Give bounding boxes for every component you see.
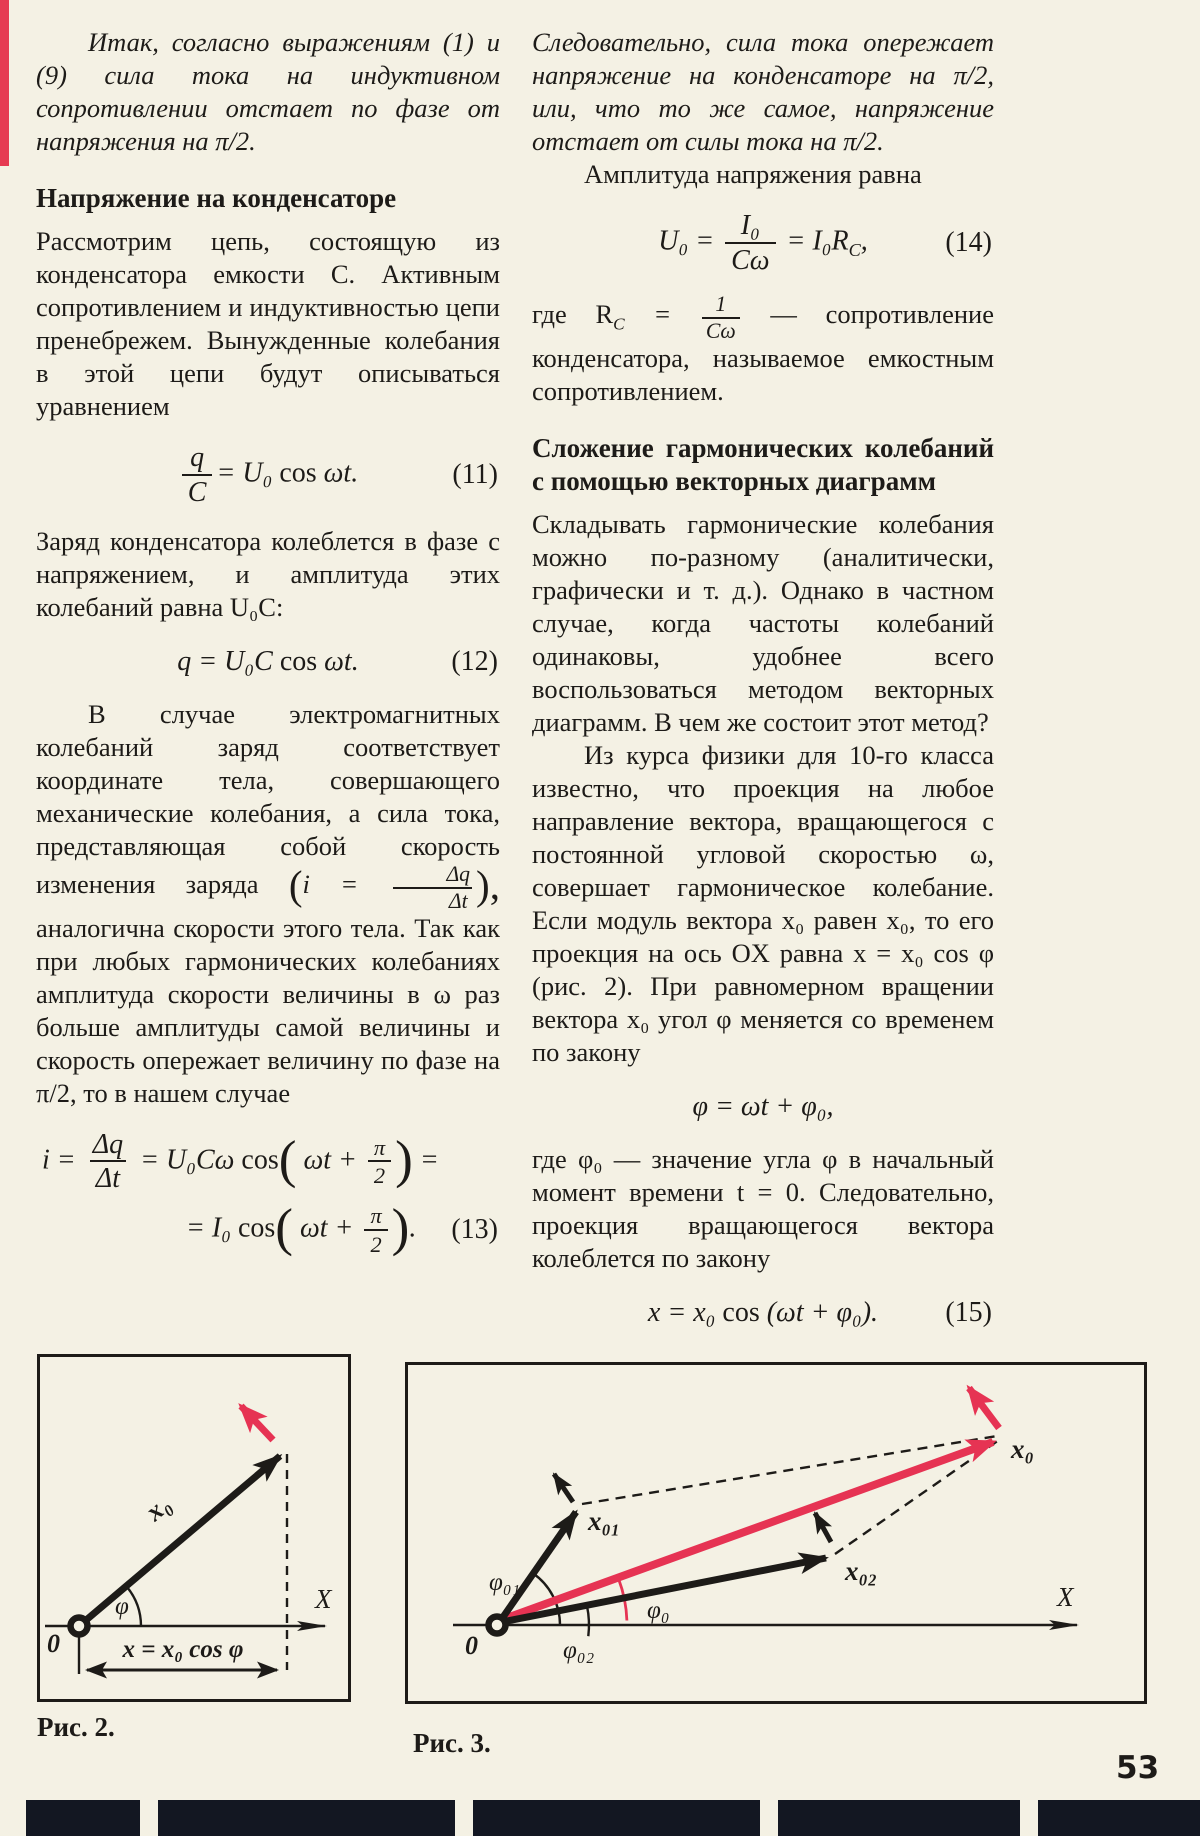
paragraph: Амплитуда напряжения равна [584,159,922,189]
vector-x0-label: x₀ [139,1488,177,1527]
page-number: 53 [1116,1750,1160,1786]
figure-3-caption: Рис. 3. [413,1728,491,1758]
paragraph: Из курса физики для 10-го класса известно, что проекция на любое направление вектора, вращающегося с постоянной угловой скоростью ω, совершает гармоническое колебание. Если модуль вектора x₀ равен x₀, то его проекция на ось OX равна x = x₀ cos φ (рис. 2). При равномерном вращении вектора x₀ угол φ меняется со временем по закону [532,739,994,1067]
parallelogram-dashed-side-2 [835,1440,999,1554]
page-edge-red-strip [0,0,9,166]
band-gap [140,1800,158,1836]
inline-fraction: $\frac{1}{C\omega}$ [702,293,740,341]
equation-13: i = $\frac{\Delta q}{\Delta t}$ = U₀Cω cos( ωt + $\frac{\pi}{2}$ ) = = I₀ cos( ωt + $\frac{\pi}{2}$ ). (13) [42,1128,498,1258]
angle-arc-phi02 [587,1606,589,1636]
x-axis-label: X [1057,1582,1074,1612]
angle-label-phi01: φ₀₁ [489,1569,521,1596]
equation-number: (13) [451,1214,498,1246]
equation-14: U₀ = $\frac{\text{I₀}}{C\omega}$ = $I_0R_C$, (14) [658,210,992,276]
projection-label: x = x₀ cos φ [122,1636,244,1663]
rotation-arrow-x02 [815,1513,831,1542]
origin-point [71,1618,88,1635]
equation-number: (14) [945,227,992,259]
parallelogram-dashed-side-1 [582,1436,997,1504]
equation-phi: φ = ωt + φ₀, [692,1090,834,1122]
equation-number: (12) [451,646,498,678]
equation-11: $\frac{q}{C}$ = U₀ cos ωt. (11) [36,443,500,507]
fraction: $\frac{q}{C}$ [182,443,213,507]
figure-frame [407,1364,1146,1703]
vector-x0-sum [501,1442,993,1620]
fraction: $\frac{\pi}{2}$ [368,1136,391,1189]
equation-15: x = x₀ cos (ωt + φ₀). (15) [532,1295,994,1331]
origin-point [489,1617,506,1634]
x-axis-label: X [315,1584,332,1614]
intro-paragraph: Следовательно, сила тока опережает напряжение на конденсаторе на π/2, или, что то же самое, напряжение отстает от силы тока на π/2. [532,27,994,156]
inline-fraction: $\frac{\Delta q}{\Delta t}$ [390,863,474,911]
paragraph: Рассмотрим цепь, состоящую из конденсатора емкости C. Активным сопротивлением и индуктивностью цепи пренебрежем. Вынужденные колебания в этой цепи будут описываться уравнением [36,226,500,421]
rotation-arrow-x01 [554,1474,573,1502]
vector-x02-label: x₀₂ [845,1556,878,1586]
rotation-arrow-sum [969,1388,999,1428]
vector-x01-label: x₀₁ [588,1506,621,1536]
paragraph: Складывать гармонические колебания можно по-разному (аналитически, графически и т. д.). Однако в частном случае, когда частоты колебаний одинаковы, удобнее всего воспользоваться методом векторных диаграмм. В чем же состоит этот метод? [532,508,994,737]
fraction: $\frac{\Delta q}{\Delta t}$ [87,1130,129,1194]
band-gap [1020,1800,1038,1836]
vector-x0-label: x₀ [1011,1434,1034,1464]
origin-label: 0 [465,1631,478,1660]
rotation-direction-arrow [241,1406,273,1440]
equation-number: (11) [452,459,498,491]
band-gap [455,1800,473,1836]
angle-label-phi02: φ₀₂ [563,1637,595,1664]
figure-2-diagram [37,1354,351,1702]
fraction: $\frac{\pi}{2}$ [364,1204,387,1257]
section-heading-vector-diagrams: Сложение гармонических колебаний с помощью векторных диаграмм [532,432,994,496]
bottom-page-edge-band [26,1800,1200,1836]
vector-x0 [85,1456,280,1621]
equation-12: q = U₀C cos ωt. (12) [36,644,500,680]
paragraph: Заряд конденсатора колеблется в фазе с напряжением, и амплитуда этих колебаний равна U₀C: [36,526,500,623]
origin-label: 0 [47,1629,60,1658]
angle-label-phi0: φ₀ [647,1597,670,1624]
figure-2-caption: Рис. 2. [37,1712,115,1742]
band-gap [760,1800,778,1836]
right-column [532,26,994,1356]
left-column [36,26,500,1348]
fraction: $\frac{\text{I₀}}{C\omega}$ [725,211,775,275]
section-heading-capacitor: Напряжение на конденсаторе [36,183,397,213]
figure-3-diagram [405,1362,1147,1704]
paragraph: В случае электромагнитных колебаний заряд соответствует координате тела, совершающего механические колебания, а сила тока, представляющая собой скорость изменения заряда (i = $\frac{\Delta q}{\Delta t}$ ), аналогична скорости этого тела. Так как при любых гармонических колебаниях амплитуда скорости величины в ω раз больше амплитуды самой величины и скорость опережает величину по фазе на π/2, то в нашем случае [36,699,500,1108]
paragraph: где φ₀ — значение угла φ в начальный момент времени t = 0. Следовательно, проекция вращающегося вектора колеблется по закону [532,1143,994,1273]
angle-label-phi: φ [115,1593,129,1620]
equation-number: (15) [945,1296,992,1328]
intro-paragraph: Итак, согласно выражениям (1) и (9) сила тока на индуктивном сопротивлении отстает по фазе от напряжения на π/2. [36,27,500,156]
paragraph: где $R_C$ = $\frac{1}{C\omega}$ — сопротивление конденсатора, называемое емкостным сопротивлением. [532,292,994,406]
